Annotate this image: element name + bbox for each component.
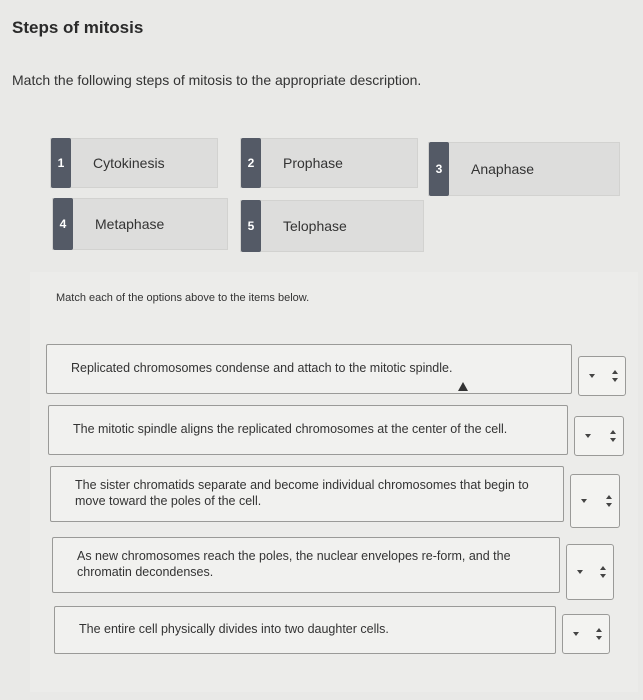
- option-anaphase[interactable]: [428, 142, 620, 196]
- answer-select-5[interactable]: [562, 614, 610, 654]
- answer-select-3[interactable]: [570, 474, 620, 528]
- option-number-badge: 5: [241, 200, 261, 252]
- up-down-arrows-icon: [609, 430, 617, 442]
- option-label: Prophase: [283, 155, 343, 171]
- chevron-down-icon: [589, 374, 595, 378]
- chevron-down-icon: [573, 632, 579, 636]
- option-label: Metaphase: [95, 216, 165, 232]
- match-note: Match each of the options above to the items below.: [56, 292, 310, 304]
- instructions: Match the following steps of mitosis to the appropriate description.: [12, 72, 422, 88]
- description-text: The sister chromatids separate and become individual chromosomes that begin to move toward the poles of the cell.: [75, 478, 529, 508]
- up-down-arrows-icon: [611, 370, 619, 382]
- options-panel: [32, 132, 632, 268]
- option-number-badge: 3: [429, 142, 449, 196]
- chevron-down-icon: [581, 499, 587, 503]
- up-down-arrows-icon: [599, 566, 607, 578]
- chevron-down-icon: [585, 434, 591, 438]
- option-metaphase[interactable]: [52, 198, 228, 250]
- description-text: The entire cell physically divides into two daughter cells.: [79, 622, 389, 637]
- option-number-badge: 1: [51, 138, 71, 188]
- chevron-down-icon: [577, 570, 583, 574]
- option-label: Cytokinesis: [93, 155, 165, 171]
- option-label: Anaphase: [471, 161, 535, 177]
- option-telophase[interactable]: [240, 200, 424, 252]
- description-1: [46, 344, 572, 394]
- description-2: [48, 405, 568, 455]
- answer-select-4[interactable]: [566, 544, 614, 600]
- answer-select-1[interactable]: [578, 356, 626, 396]
- description-4: [52, 537, 560, 593]
- up-down-arrows-icon: [605, 495, 613, 507]
- description-5: [54, 606, 556, 654]
- description-text: The mitotic spindle aligns the replicated chromosomes at the center of the cell.: [73, 422, 508, 437]
- mouse-cursor-icon: [458, 382, 468, 391]
- answer-select-2[interactable]: [574, 416, 624, 456]
- description-text: As new chromosomes reach the poles, the nuclear envelopes re-form, and the chromatin decondenses.: [77, 549, 511, 579]
- option-label: Telophase: [283, 218, 347, 234]
- description-3: [50, 466, 564, 522]
- option-prophase[interactable]: [240, 138, 418, 188]
- option-number-badge: 2: [241, 138, 261, 188]
- option-number-badge: 4: [53, 198, 73, 250]
- page-title: Steps of mitosis: [12, 18, 144, 37]
- description-text: Replicated chromosomes condense and attach to the mitotic spindle.: [71, 361, 453, 376]
- option-cytokinesis[interactable]: [50, 138, 218, 188]
- up-down-arrows-icon: [595, 628, 603, 640]
